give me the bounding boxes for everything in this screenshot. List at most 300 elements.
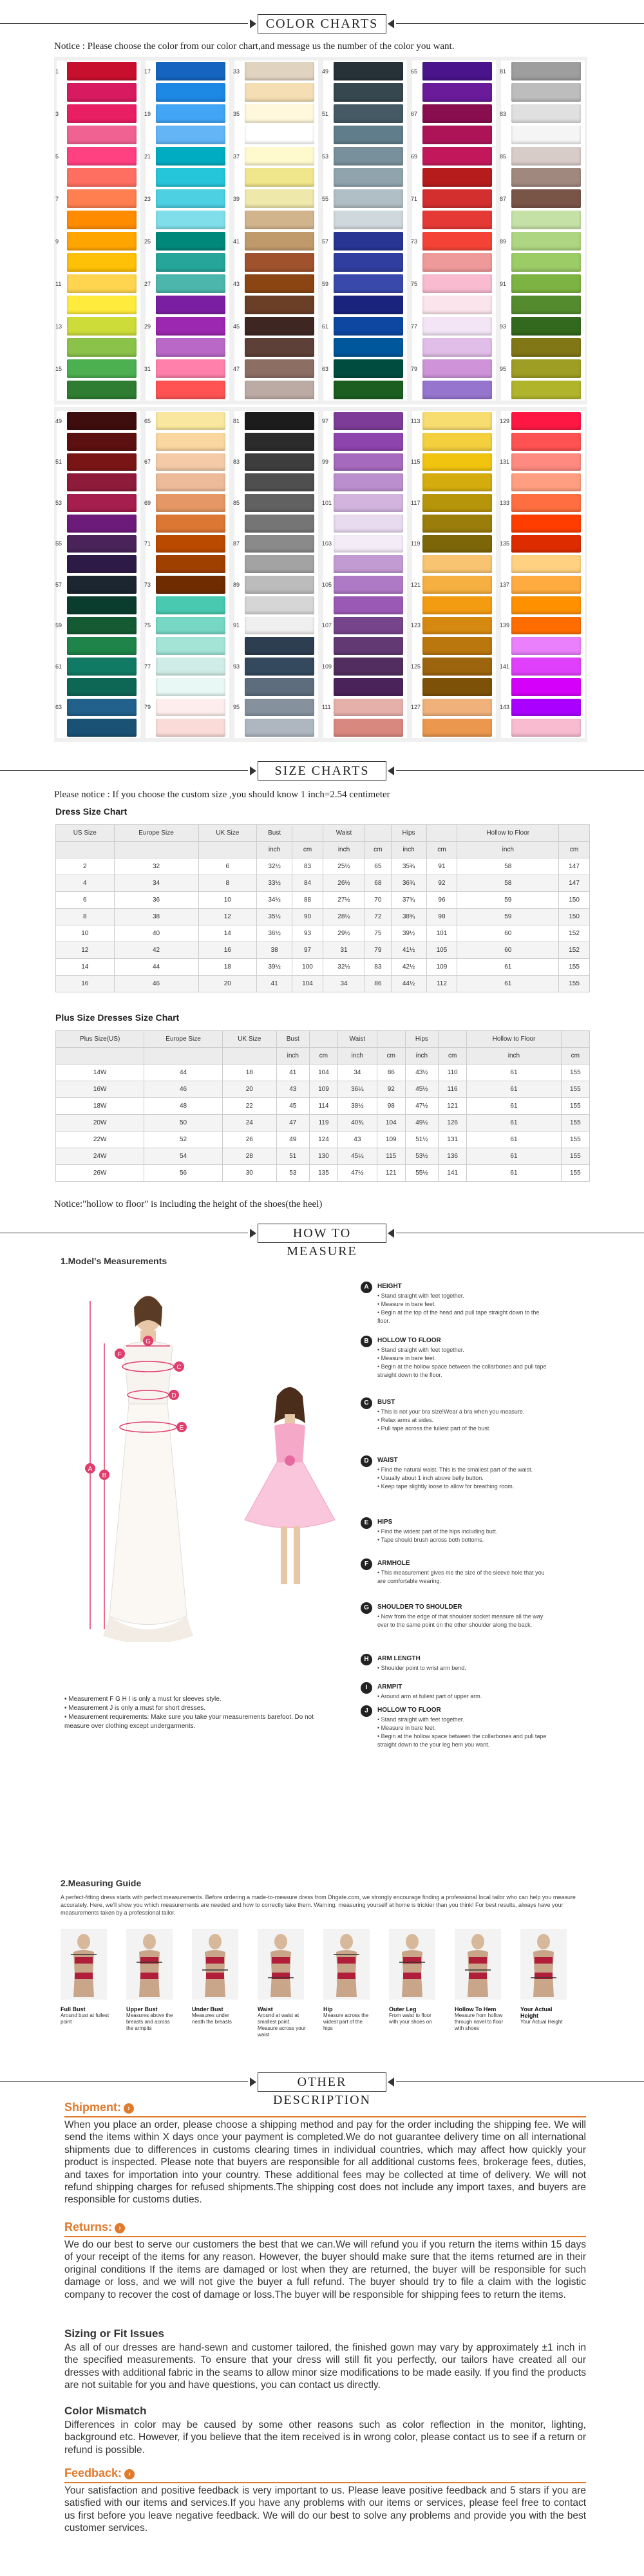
color-swatch[interactable]	[245, 596, 314, 614]
table-cell: 58	[457, 875, 559, 892]
table-cell: 84	[292, 875, 323, 892]
color-swatch[interactable]	[245, 555, 314, 573]
color-swatch[interactable]	[511, 535, 581, 553]
color-swatch[interactable]	[156, 453, 225, 471]
table-cell: Plus Size(US)	[56, 1031, 144, 1048]
table-cell: Hips	[391, 825, 426, 842]
dress-size-chart-title: Dress Size Chart	[55, 806, 128, 817]
color-swatch[interactable]	[156, 658, 225, 676]
guide-label-desc: From waist to floor with your shoes on	[389, 2012, 432, 2025]
color-swatch[interactable]	[334, 338, 403, 357]
color-swatch[interactable]	[156, 555, 225, 573]
color-swatch[interactable]	[67, 658, 137, 676]
color-swatch[interactable]	[511, 253, 581, 272]
color-swatch[interactable]	[156, 296, 225, 314]
color-swatch[interactable]	[245, 433, 314, 451]
color-swatch[interactable]	[511, 168, 581, 187]
color-swatch[interactable]	[67, 274, 137, 293]
guide-figure-icon	[126, 1929, 173, 2000]
swatch-number: 29	[144, 323, 151, 330]
color-swatch[interactable]	[511, 617, 581, 635]
table-cell: 39½	[257, 959, 292, 976]
table-cell: 91	[426, 858, 457, 875]
swatch-number: 43	[233, 280, 240, 287]
color-swatch[interactable]	[67, 699, 137, 717]
color-swatch[interactable]	[156, 433, 225, 451]
color-swatch[interactable]	[334, 62, 403, 80]
color-swatch[interactable]	[156, 274, 225, 293]
color-swatch[interactable]	[422, 189, 492, 208]
color-swatch[interactable]	[156, 699, 225, 717]
color-swatch[interactable]	[245, 494, 314, 512]
color-swatch[interactable]	[511, 338, 581, 357]
color-swatch[interactable]	[422, 658, 492, 676]
color-swatch[interactable]	[422, 147, 492, 166]
color-swatch[interactable]	[67, 433, 137, 451]
swatch-number: 53	[55, 499, 62, 506]
color-swatch[interactable]	[511, 126, 581, 144]
color-swatch[interactable]	[511, 637, 581, 655]
table-cell: 61	[467, 1065, 561, 1081]
color-swatch[interactable]	[67, 211, 137, 229]
table-cell: 52	[144, 1132, 222, 1148]
color-swatch[interactable]	[67, 494, 137, 512]
color-swatch[interactable]	[245, 274, 314, 293]
color-swatch[interactable]	[422, 359, 492, 378]
table-row	[56, 875, 590, 892]
color-swatch[interactable]	[511, 83, 581, 102]
color-swatch[interactable]	[67, 338, 137, 357]
table-cell: 6	[56, 892, 115, 909]
color-swatch[interactable]	[422, 232, 492, 251]
color-swatch[interactable]	[245, 296, 314, 314]
table-cell: 83	[365, 959, 391, 976]
color-swatch[interactable]	[67, 359, 137, 378]
color-swatch[interactable]	[245, 381, 314, 399]
feedback-rule	[64, 2482, 586, 2483]
color-swatch[interactable]	[67, 168, 137, 187]
color-swatch[interactable]	[245, 453, 314, 471]
color-swatch[interactable]	[245, 412, 314, 430]
color-swatch[interactable]	[422, 83, 492, 102]
color-swatch[interactable]	[67, 253, 137, 272]
color-swatch[interactable]	[245, 658, 314, 676]
color-swatch[interactable]	[334, 147, 403, 166]
color-swatch[interactable]	[334, 699, 403, 717]
color-swatch[interactable]	[67, 381, 137, 399]
color-swatch[interactable]	[334, 83, 403, 102]
swatch-number: 33	[233, 68, 240, 75]
table-cell: 147	[559, 858, 590, 875]
measurement-title: HIPS	[377, 1519, 393, 1526]
color-swatch[interactable]	[156, 211, 225, 229]
color-swatch[interactable]	[156, 147, 225, 166]
color-swatch[interactable]	[156, 535, 225, 553]
table-row	[56, 1115, 590, 1132]
table-cell: 32½	[323, 959, 365, 976]
color-swatch[interactable]	[245, 211, 314, 229]
table-cell: 124	[309, 1132, 337, 1148]
color-swatch[interactable]	[67, 678, 137, 696]
color-swatch[interactable]	[511, 189, 581, 208]
swatch-number: 121	[411, 581, 421, 588]
table-cell: 110	[438, 1065, 466, 1081]
color-swatch[interactable]	[245, 168, 314, 187]
guide-label-title: Upper Bust	[126, 2006, 158, 2012]
color-swatch[interactable]	[511, 699, 581, 717]
color-strip	[57, 61, 140, 401]
color-swatch[interactable]	[245, 473, 314, 491]
color-swatch[interactable]	[422, 453, 492, 471]
swatch-number: 119	[411, 540, 421, 547]
color-swatch[interactable]	[334, 296, 403, 314]
color-swatch[interactable]	[245, 719, 314, 737]
swatch-number: 71	[411, 195, 418, 202]
color-swatch[interactable]	[245, 253, 314, 272]
color-swatch[interactable]	[156, 62, 225, 80]
table-cell: 36	[114, 892, 198, 909]
swatch-number: 127	[411, 704, 421, 711]
table-cell: 83	[292, 858, 323, 875]
color-swatch[interactable]	[422, 637, 492, 655]
color-swatch[interactable]	[245, 617, 314, 635]
color-swatch[interactable]	[511, 576, 581, 594]
swatch-number: 79	[144, 704, 151, 711]
table-row	[56, 1165, 590, 1182]
measurement-title: ARM LENGTH	[377, 1655, 421, 1662]
color-swatch[interactable]	[67, 189, 137, 208]
color-swatch[interactable]	[245, 147, 314, 166]
color-swatch[interactable]	[334, 433, 403, 451]
returns-heading-text: Returns:	[64, 2221, 113, 2233]
color-swatch[interactable]	[422, 617, 492, 635]
feedback-text: Your satisfaction and positive feedback is very important to us. Please leave positive feedback and 5 stars if you are satisfied with our items and services.If you have any problems with our items or services, please feel free to contact us first before you leave negative feedback. We will do our best to solve any problems and provide you with the best customer services.	[64, 2485, 586, 2534]
color-swatch[interactable]	[334, 189, 403, 208]
swatch-number: 133	[500, 499, 510, 506]
color-swatch[interactable]	[422, 555, 492, 573]
table-row	[56, 942, 590, 959]
swatch-number: 47	[233, 365, 240, 372]
color-swatch[interactable]	[511, 232, 581, 251]
color-swatch[interactable]	[334, 412, 403, 430]
swatch-number: 79	[411, 365, 418, 372]
color-swatch[interactable]	[334, 637, 403, 655]
color-swatch[interactable]	[422, 678, 492, 696]
color-swatch[interactable]	[334, 381, 403, 399]
color-swatch[interactable]	[334, 453, 403, 471]
color-swatch[interactable]	[422, 126, 492, 144]
color-swatch[interactable]	[156, 189, 225, 208]
table-row	[56, 1065, 590, 1081]
table-cell: 53	[276, 1165, 309, 1182]
color-swatch[interactable]	[511, 296, 581, 314]
table-cell: 39½	[391, 925, 426, 942]
color-swatch[interactable]	[422, 433, 492, 451]
measurement-desc-line: • Stand straight with feet together.	[377, 1292, 551, 1300]
color-swatch[interactable]	[511, 719, 581, 737]
table-cell	[377, 1031, 405, 1048]
color-swatch[interactable]	[511, 494, 581, 512]
color-swatch[interactable]	[422, 473, 492, 491]
table-cell	[309, 1031, 337, 1048]
guide-figure-icon	[192, 1929, 238, 2000]
table-cell: 93	[292, 925, 323, 942]
color-swatch[interactable]	[156, 494, 225, 512]
color-swatch[interactable]	[67, 719, 137, 737]
measurement-title: SHOULDER TO SHOULDER	[377, 1604, 462, 1611]
color-swatch[interactable]	[67, 515, 137, 533]
swatch-number: 51	[55, 459, 62, 466]
color-swatch[interactable]	[245, 189, 314, 208]
color-swatch[interactable]	[245, 62, 314, 80]
swatch-number: 83	[233, 459, 240, 466]
table-cell: 61	[467, 1148, 561, 1165]
color-swatch[interactable]	[67, 576, 137, 594]
swatch-number: 3	[55, 110, 59, 117]
table-cell: 49½	[405, 1115, 438, 1132]
color-swatch[interactable]	[334, 211, 403, 229]
color-swatch[interactable]	[511, 555, 581, 573]
color-swatch[interactable]	[156, 83, 225, 102]
table-cell: 34½	[257, 892, 292, 909]
color-swatch[interactable]	[245, 232, 314, 251]
size-chart-notice: Please notice : If you choose the custom size ,you should know 1 inch=2.54 centimeter	[54, 790, 390, 800]
measuring-guide-title: 2.Measuring Guide	[61, 1878, 142, 1888]
table-cell: 44	[114, 959, 198, 976]
color-swatch[interactable]	[422, 104, 492, 123]
color-swatch[interactable]	[422, 168, 492, 187]
swatch-number: 19	[144, 110, 151, 117]
color-swatch[interactable]	[334, 515, 403, 533]
color-swatch[interactable]	[245, 699, 314, 717]
color-swatch[interactable]	[422, 515, 492, 533]
guide-label	[258, 2006, 307, 2038]
color-swatch[interactable]	[67, 296, 137, 314]
table-cell: 126	[438, 1115, 466, 1132]
color-swatch[interactable]	[511, 62, 581, 80]
color-swatch[interactable]	[245, 576, 314, 594]
table-cell: 46	[114, 976, 198, 992]
color-swatch[interactable]	[245, 104, 314, 123]
color-swatch[interactable]	[422, 317, 492, 336]
measurement-title: ARMPIT	[377, 1683, 402, 1690]
color-swatch[interactable]	[511, 515, 581, 533]
table-cell: 2	[56, 858, 115, 875]
color-swatch[interactable]	[334, 104, 403, 123]
color-swatch[interactable]	[334, 576, 403, 594]
color-swatch[interactable]	[334, 317, 403, 336]
swatch-number: 49	[322, 68, 329, 75]
color-swatch[interactable]	[422, 296, 492, 314]
table-cell: inch	[405, 1048, 438, 1065]
color-swatch[interactable]	[511, 678, 581, 696]
color-swatch[interactable]	[334, 678, 403, 696]
color-swatch[interactable]	[334, 617, 403, 635]
color-swatch[interactable]	[245, 637, 314, 655]
color-swatch[interactable]	[156, 637, 225, 655]
color-swatch[interactable]	[511, 453, 581, 471]
measurement-desc	[377, 1692, 551, 1701]
color-swatch[interactable]	[245, 678, 314, 696]
color-swatch[interactable]	[67, 317, 137, 336]
color-swatch[interactable]	[422, 338, 492, 357]
swatch-number: 77	[144, 663, 151, 670]
color-swatch[interactable]	[334, 719, 403, 737]
color-swatch[interactable]	[156, 412, 225, 430]
color-swatch[interactable]	[422, 412, 492, 430]
table-cell: 47½	[338, 1165, 377, 1182]
color-swatch[interactable]	[511, 596, 581, 614]
color-swatch[interactable]	[245, 126, 314, 144]
table-cell: 18W	[56, 1098, 144, 1115]
color-swatch[interactable]	[422, 211, 492, 229]
measurement-note: • Measurement J is only a must for short dresses.	[64, 1704, 335, 1713]
color-swatch[interactable]	[422, 274, 492, 293]
color-swatch[interactable]	[245, 317, 314, 336]
swatch-number: 75	[411, 280, 418, 287]
guide-label	[455, 2006, 504, 2032]
swatch-number: 83	[500, 110, 507, 117]
color-swatch[interactable]	[67, 83, 137, 102]
bride-measurement-figure	[64, 1282, 232, 1642]
color-swatch[interactable]	[156, 515, 225, 533]
color-swatch[interactable]	[67, 62, 137, 80]
color-swatch[interactable]	[334, 126, 403, 144]
guide-figure-icon	[389, 1929, 435, 2000]
table-cell: Waist	[323, 825, 365, 842]
color-swatch[interactable]	[156, 381, 225, 399]
color-swatch[interactable]	[156, 168, 225, 187]
swatch-number: 21	[144, 153, 151, 160]
table-cell: Hollow to Floor	[467, 1031, 561, 1048]
table-cell: 22	[222, 1098, 276, 1115]
color-swatch[interactable]	[334, 274, 403, 293]
color-swatch[interactable]	[511, 433, 581, 451]
table-cell: 98	[377, 1098, 405, 1115]
table-cell: 14	[56, 959, 115, 976]
color-swatch[interactable]	[511, 473, 581, 491]
table-cell: 45¼	[338, 1148, 377, 1165]
color-swatch[interactable]	[334, 555, 403, 573]
color-swatch[interactable]	[422, 62, 492, 80]
color-swatch[interactable]	[156, 359, 225, 378]
color-swatch[interactable]	[334, 232, 403, 251]
color-swatch[interactable]	[245, 359, 314, 378]
table-row	[56, 1081, 590, 1098]
color-swatch[interactable]	[67, 555, 137, 573]
color-swatch[interactable]	[422, 596, 492, 614]
swatch-number: 5	[55, 153, 59, 160]
color-swatch[interactable]	[511, 359, 581, 378]
color-swatch[interactable]	[67, 232, 137, 251]
table-cell: 6	[198, 858, 257, 875]
color-swatch[interactable]	[334, 359, 403, 378]
color-swatch[interactable]	[156, 473, 225, 491]
swatch-number: 69	[411, 153, 418, 160]
color-strip	[501, 411, 585, 738]
color-swatch[interactable]	[67, 147, 137, 166]
color-swatch[interactable]	[156, 576, 225, 594]
color-swatch[interactable]	[334, 596, 403, 614]
table-cell: Hollow to Floor	[457, 825, 559, 842]
color-swatch[interactable]	[334, 168, 403, 187]
color-swatch[interactable]	[67, 596, 137, 614]
color-swatch[interactable]	[511, 381, 581, 399]
color-swatch[interactable]	[67, 617, 137, 635]
color-swatch[interactable]	[156, 719, 225, 737]
color-swatch[interactable]	[422, 494, 492, 512]
color-swatch[interactable]	[245, 515, 314, 533]
swatch-number: 41	[233, 238, 240, 245]
table-cell: 109	[377, 1132, 405, 1148]
color-swatch[interactable]	[511, 412, 581, 430]
measurement-desc-line: • This measurement gives me the size of the sleeve hole that you are comfortable wearing.	[377, 1569, 551, 1586]
color-swatch[interactable]	[245, 535, 314, 553]
color-swatch[interactable]	[67, 104, 137, 123]
table-cell: 35¾	[391, 858, 426, 875]
color-swatch[interactable]	[245, 83, 314, 102]
color-swatch[interactable]	[156, 317, 225, 336]
table-cell: 155	[561, 1115, 589, 1132]
size-charts-title: SIZE CHARTS	[258, 761, 386, 781]
shipment-heading	[64, 2101, 134, 2114]
color-swatch[interactable]	[422, 253, 492, 272]
color-swatch[interactable]	[156, 338, 225, 357]
color-swatch[interactable]	[67, 473, 137, 491]
color-swatch[interactable]	[67, 453, 137, 471]
swatch-number: 123	[411, 622, 421, 629]
color-swatch[interactable]	[156, 678, 225, 696]
color-swatch[interactable]	[334, 253, 403, 272]
color-swatch[interactable]	[156, 232, 225, 251]
color-swatch[interactable]	[334, 658, 403, 676]
color-swatch[interactable]	[511, 147, 581, 166]
color-swatch[interactable]	[334, 494, 403, 512]
color-swatch[interactable]	[422, 576, 492, 594]
color-swatch[interactable]	[156, 596, 225, 614]
table-cell: 43	[276, 1081, 309, 1098]
table-cell: 59	[457, 909, 559, 925]
color-swatch[interactable]	[245, 338, 314, 357]
color-swatch[interactable]	[67, 535, 137, 553]
color-swatch[interactable]	[422, 699, 492, 717]
color-swatch[interactable]	[422, 381, 492, 399]
color-swatch[interactable]	[422, 719, 492, 737]
color-swatch[interactable]	[334, 535, 403, 553]
color-swatch[interactable]	[511, 658, 581, 676]
table-cell: 155	[559, 959, 590, 976]
svg-text:E: E	[179, 1425, 184, 1432]
color-swatch[interactable]	[156, 253, 225, 272]
measurement-desc-line: • Begin at the top of the head and pull tape straight down to the floor.	[377, 1309, 551, 1325]
color-swatch[interactable]	[67, 637, 137, 655]
swatch-number: 15	[55, 365, 62, 372]
color-swatch[interactable]	[156, 617, 225, 635]
color-swatch[interactable]	[511, 317, 581, 336]
color-swatch[interactable]	[511, 104, 581, 123]
table-cell: 36½	[257, 925, 292, 942]
color-swatch[interactable]	[156, 126, 225, 144]
measuring-guide-intro: A perfect-fitting dress starts with perfect measurements. Before ordering a made-to-measure dress from Dhgate.com, we strongly encourage finding a professional local tailor who can help you measure accurately. Here, we'll show you which measurements are needed and how to correctly take them. Warning: measuring yourself at home is trickier than you think! For best results, always have your measurements taken by a professional tailor.	[61, 1894, 576, 1916]
color-swatch[interactable]	[334, 473, 403, 491]
table-cell: cm	[365, 842, 391, 858]
color-swatch[interactable]	[67, 126, 137, 144]
color-swatch[interactable]	[67, 412, 137, 430]
color-swatch[interactable]	[422, 535, 492, 553]
color-swatch[interactable]	[511, 211, 581, 229]
color-swatch[interactable]	[511, 274, 581, 293]
color-swatch[interactable]	[156, 104, 225, 123]
